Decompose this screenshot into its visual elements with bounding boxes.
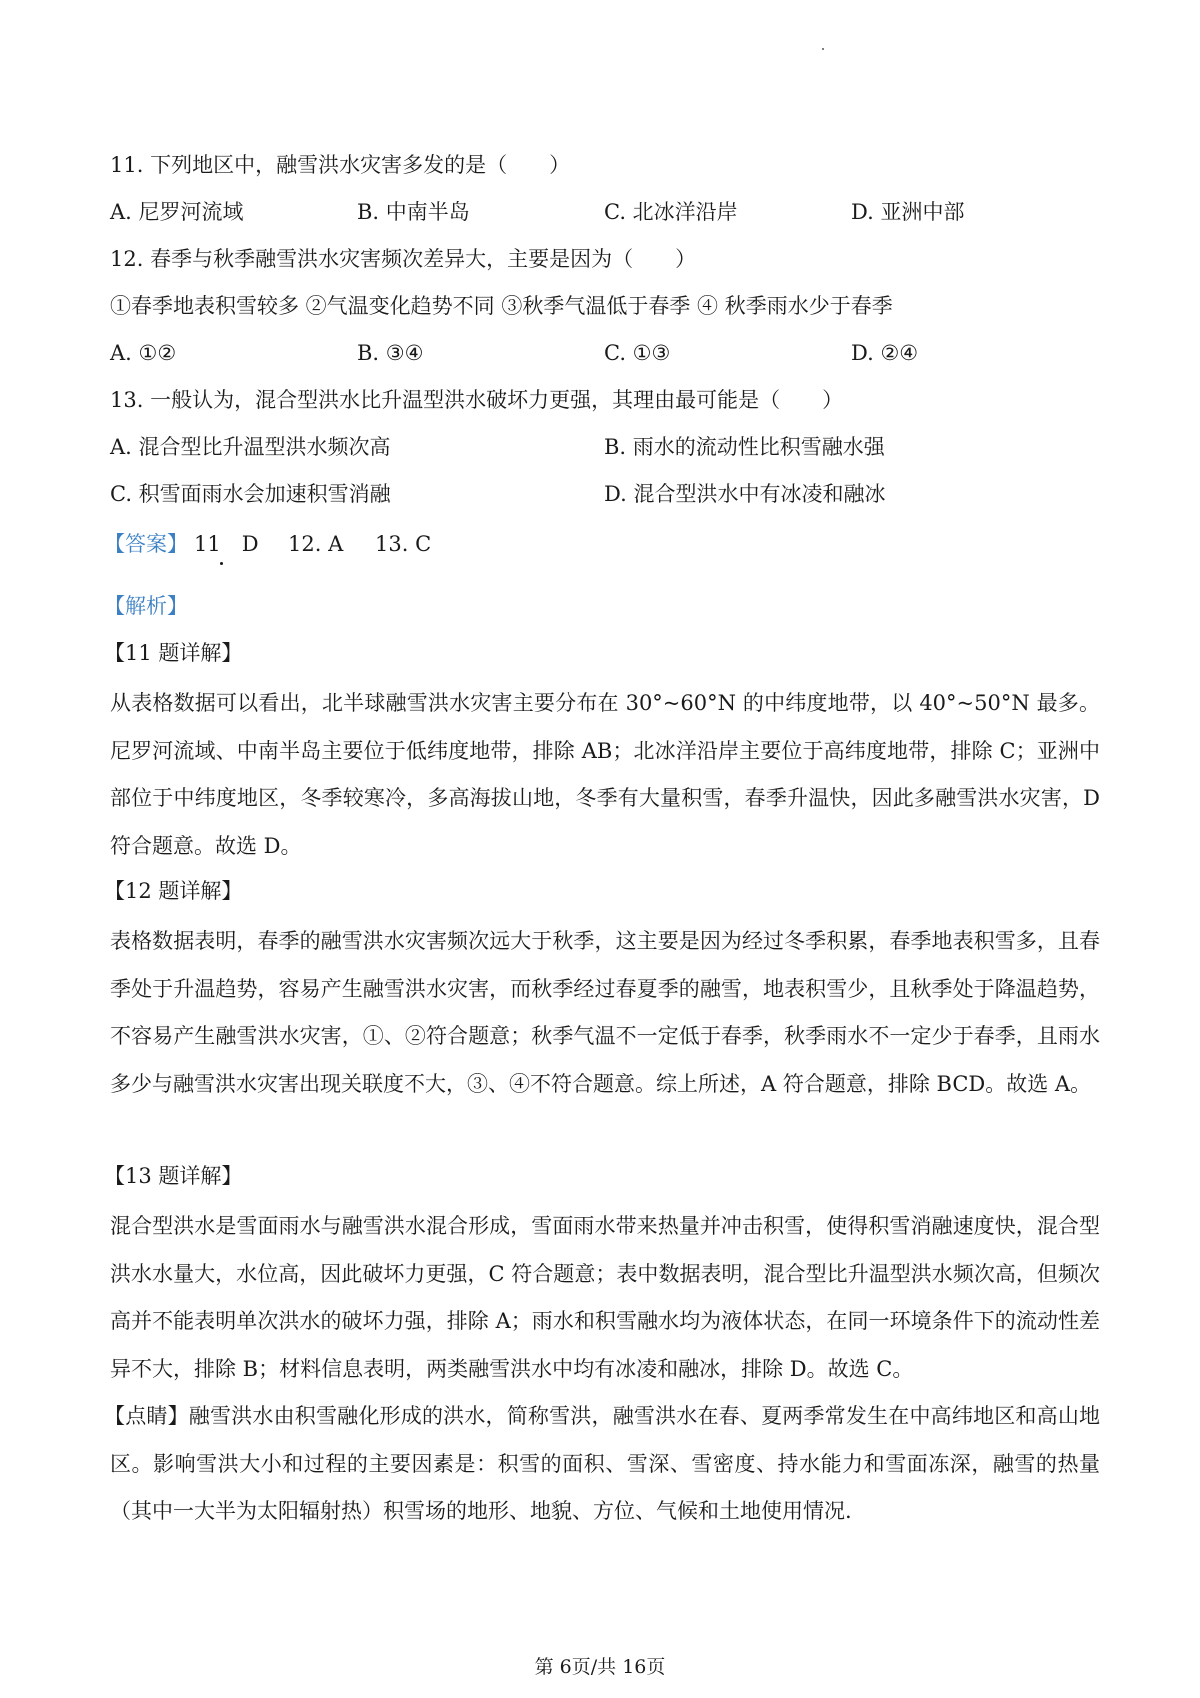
q11-option-c: C. 北冰洋沿岸 bbox=[604, 200, 738, 224]
q13-option-b: B. 雨水的流动性比积雪融水强 bbox=[604, 435, 885, 459]
question-11-options bbox=[110, 197, 1100, 227]
analysis-label: 【解析】 bbox=[104, 594, 188, 618]
answer-row bbox=[104, 529, 1100, 559]
q12-option-b: B. ③④ bbox=[357, 341, 424, 365]
question-11-stem: 11. 下列地区中，融雪洪水灾害多发的是（ ） bbox=[110, 153, 571, 177]
question-12-options bbox=[110, 338, 1100, 368]
detail-12-text: 表格数据表明，春季的融雪洪水灾害频次远大于秋季，这主要是因为经过冬季积累，春季地表积雪多，且春季处于升温趋势，容易产生融雪洪水灾害，而秋季经过春夏季的融雪，地表积雪少，且秋季处于降温趋势，不容易产生融雪洪水灾害，①、②符合题意；秋季气温不一定低于春季，秋季雨水不一定少于春季，且雨水多少与融雪洪水灾害出现关联度不大，③、④不符合题意。综上所述，A 符合题意，排除 BCD。故选 A。 bbox=[110, 929, 1100, 1096]
tip-label: 【点睛】 bbox=[104, 1404, 189, 1428]
q13-option-c: C. 积雪面雨水会加速积雪消融 bbox=[110, 482, 391, 506]
q13-option-d: D. 混合型洪水中有冰凌和融冰 bbox=[604, 482, 886, 506]
detail-12-title: 【12 题详解】 bbox=[104, 879, 243, 903]
answer-13: 13. C bbox=[375, 532, 432, 556]
question-13-options-row1 bbox=[110, 432, 1100, 462]
question-12-stem: 12. 春季与秋季融雪洪水灾害频次差异大，主要是因为（ ） bbox=[110, 247, 697, 271]
answer-label: 【答案】 bbox=[104, 532, 188, 556]
detail-13-text: 混合型洪水是雪面雨水与融雪洪水混合形成，雪面雨水带来热量并冲击积雪，使得积雪消融速度快，混合型洪水水量大，水位高，因此破坏力更强，C 符合题意；表中数据表明，混合型比升温型洪水频次高，但频次高并不能表明单次洪水的破坏力强，排除 A；雨水和积雪融水均为液体状态，在同一环境条件下的流动性差异不大，排除 B；材料信息表明，两类融雪洪水中均有冰凌和融冰，排除 D。故选 C。 bbox=[110, 1214, 1100, 1381]
q11-option-d: D. 亚洲中部 bbox=[851, 200, 965, 224]
q11-option-a: A. 尼罗河流域 bbox=[110, 200, 244, 224]
tip-paragraph bbox=[104, 1393, 1101, 1536]
detail-11-text: 从表格数据可以看出，北半球融雪洪水灾害主要分布在 30°~60°N 的中纬度地带，以 40°~50°N 最多。尼罗河流域、中南半岛主要位于低纬度地带，排除 AB；北冰洋沿岸主要位于高纬度地带，排除 C；亚洲中部位于中纬度地区，冬季较寒冷，多高海拔山地，冬季有大量积雪，春季升温快，因此多融雪洪水灾害，D 符合题意。故选 D。 bbox=[110, 691, 1100, 858]
detail-11-title: 【11 题详解】 bbox=[104, 641, 243, 665]
tip-text: 融雪洪水由积雪融化形成的洪水，简称雪洪，融雪洪水在春、夏两季常发生在中高纬地区和高山地区。影响雪洪大小和过程的主要因素是：积雪的面积、雪深、雪密度、持水能力和雪面冻深，融雪的热量（其中一大半为太阳辐射热）积雪场的地形、地貌、方位、气候和土地使用情况. bbox=[110, 1404, 1101, 1523]
scan-dot bbox=[822, 48, 824, 50]
answer-dot bbox=[220, 562, 223, 565]
q12-option-c: C. ①③ bbox=[604, 341, 671, 365]
question-13-stem: 13. 一般认为，混合型洪水比升温型洪水破坏力更强，其理由最可能是（ ） bbox=[110, 388, 844, 412]
question-12-statements: ①春季地表积雪较多 ②气温变化趋势不同 ③秋季气温低于春季 ④ 秋季雨水少于春季 bbox=[110, 294, 893, 318]
answer-12: 12. A bbox=[288, 532, 344, 556]
question-13-options-row2 bbox=[110, 479, 1100, 509]
answer-11: 11 D bbox=[194, 532, 259, 556]
q12-option-d: D. ②④ bbox=[851, 341, 919, 365]
detail-13-title: 【13 题详解】 bbox=[104, 1164, 243, 1188]
q12-option-a: A. ①② bbox=[110, 341, 177, 365]
page-footer: 第 6页/共 16页 bbox=[534, 1656, 666, 1678]
q11-option-b: B. 中南半岛 bbox=[357, 200, 470, 224]
q13-option-a: A. 混合型比升温型洪水频次高 bbox=[110, 435, 391, 459]
